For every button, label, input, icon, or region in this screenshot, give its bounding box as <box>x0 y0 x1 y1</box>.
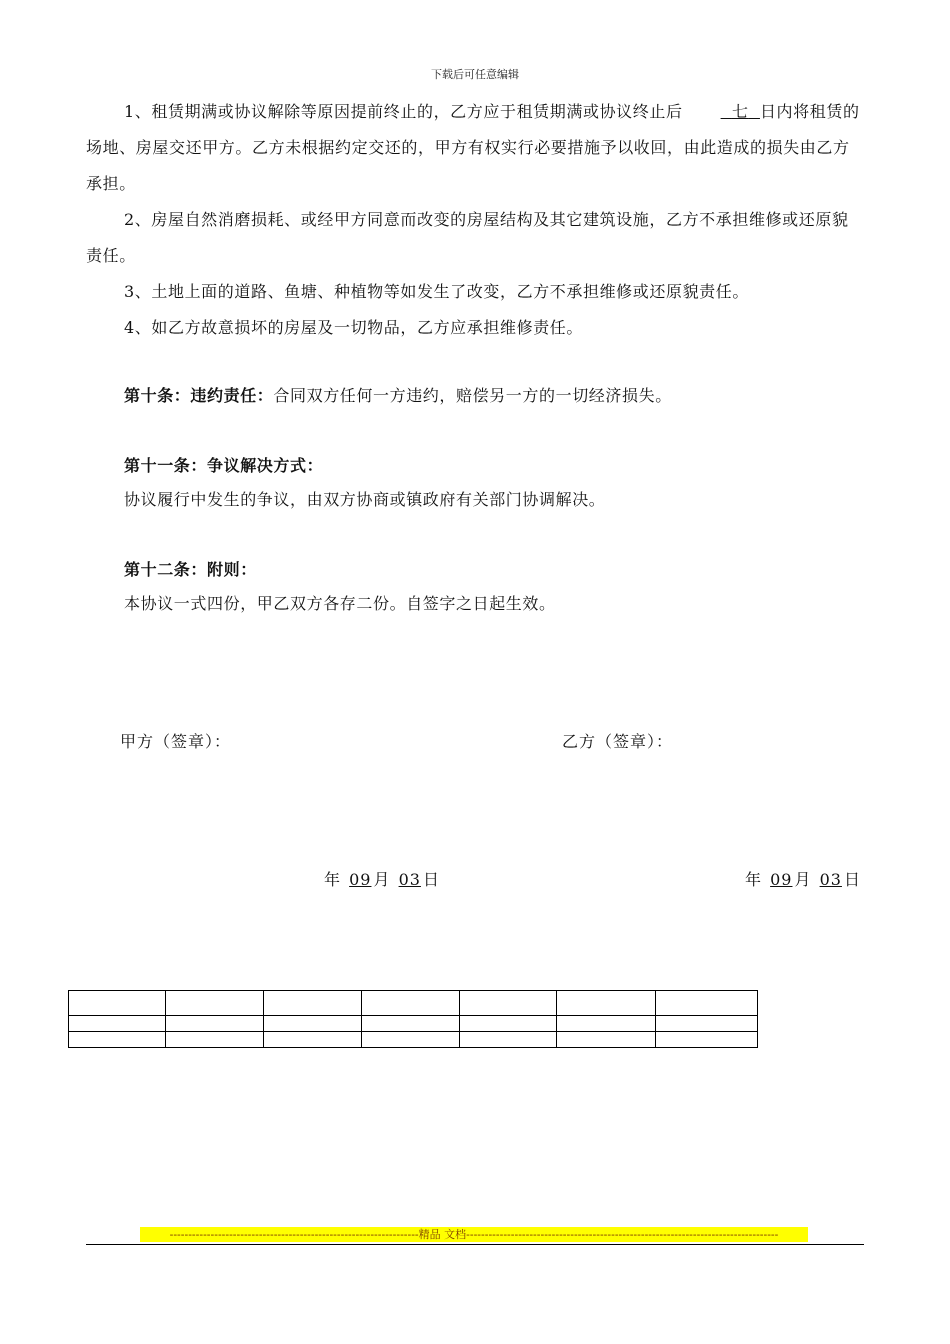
table-cell <box>460 1016 557 1032</box>
clause-1 <box>86 94 864 202</box>
party-b-signature: 乙方（签章）： <box>562 732 674 751</box>
party-a-day: 03 <box>398 870 421 889</box>
party-b-day: 03 <box>819 870 842 889</box>
article-11-text: 协议履行中发生的争议，由双方协商或镇政府有关部门协调解决。 <box>124 490 606 509</box>
table-row <box>69 991 758 1016</box>
article-10 <box>86 378 864 414</box>
table-cell <box>362 991 460 1016</box>
footer-text: 精品 文档 <box>418 1228 467 1241</box>
footer-banner <box>140 1227 808 1242</box>
table-cell <box>166 1032 264 1048</box>
article-10-text: 合同双方任何一方违约，赔偿另一方的一切经济损失。 <box>273 386 672 405</box>
table-cell <box>656 1032 758 1048</box>
table-cell <box>557 1032 656 1048</box>
party-a-signature: 甲方（签章）： <box>120 732 232 751</box>
table-row <box>69 1016 758 1032</box>
table-cell <box>166 991 264 1016</box>
table-row <box>69 1032 758 1048</box>
article-12-text: 本协议一式四份，甲乙双方各存二份。自签字之日起生效。 <box>124 594 556 613</box>
table-cell <box>264 1032 362 1048</box>
party-b-date: 年 09 月 03 日 <box>745 870 861 889</box>
article-10-title: 第十条：违约责任： <box>124 386 274 405</box>
party-b-month: 09 <box>770 870 793 889</box>
table-cell <box>656 1016 758 1032</box>
clause-2: 2、房屋自然消磨损耗、或经甲方同意而改变的房屋结构及其它建筑设施，乙方不承担维修或还原貌责任。 <box>86 210 849 265</box>
footer-rule <box>86 1244 864 1245</box>
party-a-month: 09 <box>349 870 372 889</box>
table-cell <box>362 1032 460 1048</box>
footer-dashes-right: ------------------------------------------------------------------------------------ <box>466 1228 779 1241</box>
clause-4: 4、如乙方故意损坏的房屋及一切物品，乙方应承担维修责任。 <box>124 318 583 337</box>
party-a-date: 年 09 月 03 日 <box>324 870 440 889</box>
header-note: 下载后可任意编辑 <box>431 68 519 81</box>
table-cell <box>69 991 166 1016</box>
table-cell <box>656 991 758 1016</box>
table-cell <box>69 1016 166 1032</box>
clause-1-days: 七 <box>731 102 749 121</box>
table-cell <box>557 1016 656 1032</box>
clause-1-post: 日内将租赁的场地、房屋交还甲方。乙方未根据约定交还的，甲方有权实行必要措施予以收回，由此造成的损失由乙方承担。 <box>86 102 860 193</box>
table-cell <box>264 991 362 1016</box>
clause-1-pre: 1、租赁期满或协议解除等原因提前终止的，乙方应于租赁期满或协议终止后 <box>124 102 683 121</box>
blank-table <box>68 990 758 1048</box>
table-cell <box>264 1016 362 1032</box>
clause-3: 3、土地上面的道路、鱼塘、种植物等如发生了改变，乙方不承担维修或还原貌责任。 <box>124 282 749 301</box>
table-cell <box>460 991 557 1016</box>
article-11-title: 第十一条：争议解决方式： <box>124 456 324 475</box>
table-cell <box>460 1032 557 1048</box>
table-cell <box>557 991 656 1016</box>
table-cell <box>166 1016 264 1032</box>
footer-dashes-left: ------------------------------------------------------------------- <box>169 1228 419 1241</box>
article-12-title: 第十二条：附则： <box>124 560 257 579</box>
table-cell <box>362 1016 460 1032</box>
table-cell <box>69 1032 166 1048</box>
